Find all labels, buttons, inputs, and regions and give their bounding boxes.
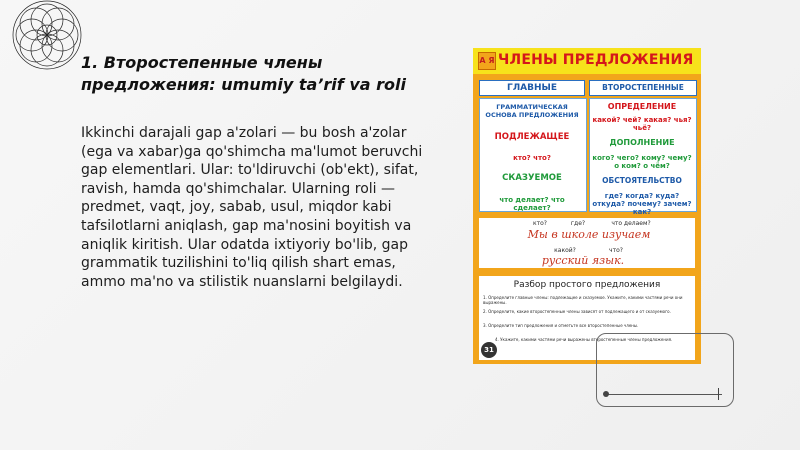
poster-badge: А Я xyxy=(478,52,496,70)
example-sentence-line2: русский язык. xyxy=(541,254,625,267)
slide-body-text: Ikkinchi darajali gap a'zolari — bu bosh a'zolar (ega va xabar)ga qo'shimcha ma'lumot beruvchi gap elementlari. Ular: to'ldiruvchi (ob'ekt), sifat, ravish, hamda qo'shimchalar. Ularning roli — predmet, vaqt, joy, sabab, usul, miqdor kabi tafsilotlarni aniqlash, gap ma'nosini boyitish va aniqlik kiritish. Ular odatda ixtiyoriy bo'lib, gap grammatik tuzilishini to'liq qilish shart emas, ammo ma'no va stilistik nuanslarni belgilaydi. xyxy=(81,125,423,290)
analysis-step: 3. Определите тип предложения и отметьте все второстепенные члены. xyxy=(483,323,639,328)
predicate-question: что делает? что сделает? xyxy=(499,196,565,212)
decorative-line xyxy=(604,394,722,395)
secondary-members-header: ВТОРОСТЕПЕННЫЕ xyxy=(589,80,697,96)
example-q-what: что? xyxy=(609,247,623,254)
decorative-cross-icon xyxy=(718,388,719,400)
page-number-badge: 31 xyxy=(481,342,497,358)
adverbial-question: где? когда? куда? откуда? почему? зачем? как? xyxy=(592,192,692,216)
adverbial-label: ОБСТОЯТЕЛЬСТВО xyxy=(602,176,682,185)
object-question: кого? чего? кому? чему? о ком? о чём? xyxy=(592,154,692,170)
attribute-label: ОПРЕДЕЛЕНИЕ xyxy=(607,102,677,111)
analysis-step: 1. Определите главные члены: подлежащее и сказуемое. Укажите, какими частями речи они выражены. xyxy=(483,295,683,305)
spirograph-rosette-icon xyxy=(10,0,84,72)
subject-question: кто? что? xyxy=(513,154,551,162)
example-sentence-line1: Мы в школе изучаем xyxy=(527,228,651,241)
subject-label: ПОДЛЕЖАЩЕЕ xyxy=(494,132,570,142)
example-q-what-doing: что делаем? xyxy=(611,220,651,227)
example-q-which: какой? xyxy=(554,247,576,254)
example-q-where: где? xyxy=(570,220,586,227)
object-label: ДОПОЛНЕНИЕ xyxy=(609,138,675,147)
predicate-label: СКАЗУЕМОЕ xyxy=(502,173,562,183)
analysis-step: 2. Определите, какие второстепенные члены зависят от подлежащего и от сказуемого. xyxy=(483,309,671,314)
poster-image xyxy=(473,48,701,364)
analysis-title: Разбор простого предложения xyxy=(513,280,661,290)
poster-title: ЧЛЕНЫ ПРЕДЛОЖЕНИЯ xyxy=(498,52,694,68)
grammar-basis-label: ГРАММАТИЧЕСКАЯ ОСНОВА ПРЕДЛОЖЕНИЯ xyxy=(485,103,579,119)
decorative-frame xyxy=(596,333,734,407)
main-members-header: ГЛАВНЫЕ xyxy=(479,80,585,96)
decorative-dot-icon xyxy=(603,391,609,397)
analysis-step: 4. Укажите, какими частями речи выражены второстепенные члены предложения. xyxy=(495,337,673,342)
slide-title: 1. Второстепенные члены предложения: umumiy ta’rif va roli xyxy=(81,53,406,94)
attribute-question: какой? чей? какая? чья? чьё? xyxy=(592,116,692,132)
example-q-who: кто? xyxy=(533,220,547,227)
